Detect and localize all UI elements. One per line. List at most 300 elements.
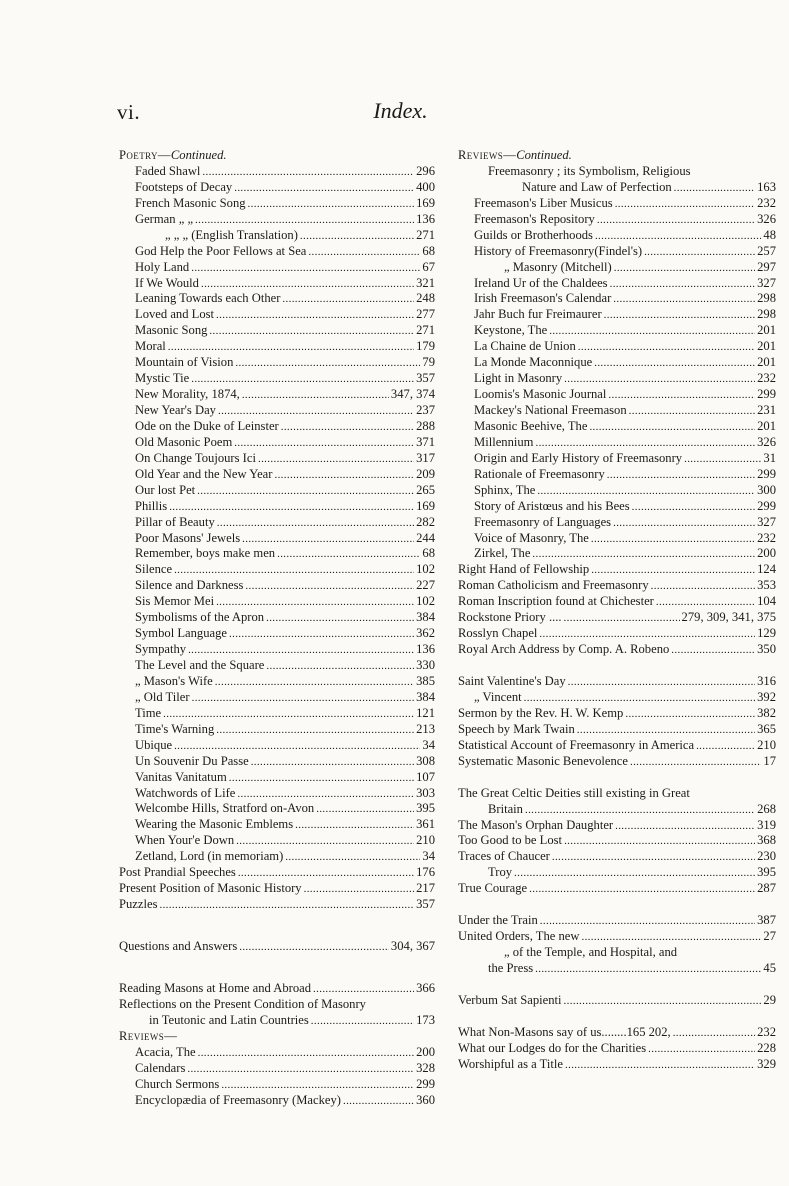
entry-page-number: 179 [416,339,435,354]
dot-leader [242,387,389,403]
entry-page-number: 121 [416,705,435,720]
entry-label: Systematic Masonic Benevolence [458,753,628,768]
dot-leader [632,499,755,515]
entry-label: Ode on the Duke of Leinster [135,418,279,433]
index-entry [458,483,776,499]
index-entry [119,499,435,515]
entry-label: Story of Aristœus and his Bees [474,498,630,513]
index-entry [458,387,776,403]
entry-page-number: 34 [422,737,435,752]
entry-label: Footsteps of Decay [135,179,233,194]
index-entry [119,770,435,786]
dot-leader [285,849,420,865]
entry-page-number: 303 [416,785,435,800]
index-column-left [119,148,435,1108]
entry-label: Wearing the Masonic Emblems [135,817,294,832]
index-entry [119,690,435,706]
index-entry [119,515,435,531]
index-entry [119,196,435,212]
entry-label: Masonic Song [135,323,208,338]
entry-page-number: 34 [422,849,435,864]
entry-page-number: 298 [757,307,776,322]
index-entry [458,515,776,531]
index-entry [119,754,435,770]
entry-label: Royal Arch Address by Comp. A. Robeno [458,642,670,657]
entry-page-number: 231 [757,403,776,417]
entry-page-number: 365 [757,721,776,736]
entry-label: Church Sermons [135,1076,220,1091]
dot-leader [568,674,755,690]
index-entry [458,260,776,276]
entry-label: Un Souvenir Du Passe [135,753,249,768]
entry-label: Too Good to be Lost [458,833,563,848]
dot-leader [248,196,415,212]
section-heading-reviews: Reviews— [119,1028,178,1043]
index-entry [458,881,776,897]
index-entry [119,276,435,292]
index-entry [458,690,776,706]
index-entry: United Orders, The new . . . 27 [458,929,776,945]
index-entry: in Teutonic and Latin Countries . . . 173 [119,1013,435,1029]
entry-label: Watchwords of Life [135,785,236,800]
dot-leader [614,260,755,276]
dot-leader [591,562,755,578]
dot-leader [266,610,414,626]
entry-page-number: 279, 309, 341, 375 [681,610,776,625]
entry-page-number: 68 [422,243,435,258]
index-entry [119,578,435,594]
entry-page-number: 102 [416,562,435,577]
index-entry [458,706,776,722]
index-entry-line: Reflections on the Present Condition of Masonry [119,996,366,1011]
dot-leader [191,371,414,387]
entry-page-number: 382 [757,705,776,720]
index-entry [458,403,776,419]
dot-leader [597,212,755,228]
index-entry [458,849,776,865]
entry-label: Speech by Mark Twain [458,721,575,736]
index-entry [119,610,435,626]
dot-leader [564,371,755,387]
dot-leader [589,419,755,435]
index-entry [119,339,435,355]
dot-leader [215,674,414,690]
dot-leader [169,499,414,515]
entry-page-number: 298 [757,291,776,306]
entry-label: Vanitas Vanitatum [135,769,227,784]
entry-label: Statistical Account of Freemasonry in America [458,737,695,752]
entry-page-number: 395 [416,801,435,816]
dot-leader [258,451,414,467]
index-entry [458,355,776,371]
dot-leader [595,228,761,244]
r-entries [458,562,776,658]
dot-leader [577,722,755,738]
index-entry [458,244,776,260]
entry-label: Sermon by the Rev. H. W. Kemp [458,705,624,720]
dot-leader [201,276,414,292]
dot-leader [564,610,680,626]
index-entry [458,307,776,323]
index-entry [119,658,435,674]
dot-leader [229,770,414,786]
entry-label: Roman Inscription found at Chichester [458,594,654,609]
entry-page-number: 169 [416,498,435,513]
index-entry [119,371,435,387]
entry-page-number: 384 [416,689,435,704]
entry-label: Troy [488,865,513,880]
entry-page-number: 210 [757,737,776,752]
entry-page-number: 271 [416,323,435,338]
index-entry [119,180,435,196]
entry-page-number: 136 [416,642,435,657]
entry-label: Voice of Masonry, The [474,530,589,545]
dot-leader [235,355,420,371]
entry-page-number: 326 [757,434,776,449]
entry-label: Rosslyn Chapel [458,626,538,641]
entry-label: True Courage [458,881,528,896]
dot-leader [343,1093,414,1109]
index-entry [119,467,435,483]
entry-page-number: 350 [757,642,776,657]
index-entry [119,435,435,451]
index-entry [119,531,435,547]
entry-label: Our lost Pet [135,482,196,497]
entry-page-number: 362 [416,626,435,641]
dot-leader [535,435,755,451]
entry-page-number: 200 [416,1044,435,1059]
dot-leader [234,435,414,451]
entry-label: Freemasonry of Languages [474,514,612,529]
index-entry [458,1025,776,1041]
index-entry: Puzzles . . . 357 [119,897,435,913]
dot-leader [282,291,414,307]
entry-page-number: 67 [422,259,435,274]
entry-page-number: 228 [757,1040,776,1055]
dot-leader [216,594,414,610]
entry-label: Pillar of Beauty [135,514,215,529]
index-entry [458,467,776,483]
entry-label: New Morality, 1874, [135,387,240,402]
entry-page-number: 360 [416,1092,435,1107]
dot-leader [188,642,414,658]
dot-leader [237,786,414,802]
dot-leader [549,323,755,339]
reviews-entries [119,1045,435,1109]
dot-leader [656,594,755,610]
dot-leader [236,833,414,849]
entry-label: „ „ „ (English Translation) [165,227,298,242]
index-entry [119,642,435,658]
dot-leader [684,451,761,467]
entry-label: „ Mason's Wife [135,673,213,688]
entry-page-number: 265 [416,482,435,497]
dot-leader [673,1025,755,1041]
dot-leader [615,818,755,834]
entry-page-number: 282 [416,514,435,529]
dot-leader [191,260,420,276]
entry-label: Light in Masonry [474,371,563,386]
index-entry [458,339,776,355]
entry-page-number: 200 [757,546,776,561]
entry-label: Zirkel, The [474,546,531,561]
index-entry [458,531,776,547]
reviews-entries [458,196,776,563]
entry-page-number: 209 [416,466,435,481]
dot-leader [187,1061,414,1077]
index-entry [458,833,776,849]
index-entry [458,451,776,467]
index-entry [458,276,776,292]
dot-leader [216,722,414,738]
entry-label: Freemason's Liber Musicus [474,195,613,210]
index-entry [458,722,776,738]
entry-label: Millennium [474,434,534,449]
page-number: vi. [117,100,141,124]
index-entry [119,738,435,754]
index-entry [458,594,776,610]
entry-page-number: 327 [757,275,776,290]
index-entry [119,801,435,817]
entry-label: La Monde Maconnique [474,355,593,370]
index-entry [119,817,435,833]
entry-label: Poor Masons' Jewels [135,530,241,545]
dot-leader [192,690,415,706]
dot-leader [245,578,414,594]
index-entry [458,228,776,244]
index-entry [119,546,435,562]
dot-leader [266,658,414,674]
dot-leader [613,515,755,531]
entry-label: La Chaine de Union [474,339,576,354]
entry-page-number: 201 [757,418,776,433]
entry-page-number: 201 [757,339,776,354]
dot-leader [625,706,755,722]
index-entry [119,1045,435,1061]
entry-page-number: 232 [757,1024,776,1039]
entry-label: Origin and Early History of Freemasonry [474,450,683,465]
entry-page-number: 319 [757,817,776,832]
dot-leader [529,881,755,897]
index-entry [458,818,776,834]
entry-page-number: 227 [416,578,435,593]
index-entry: Post Prandial Speeches . . . 176 [119,865,435,881]
entry-label: Mystic Tie [135,371,190,386]
index-entry [458,578,776,594]
index-entry [119,212,435,228]
entry-page-number: 300 [757,482,776,497]
dot-leader [202,164,414,180]
index-entry [458,865,776,881]
dot-leader [295,817,414,833]
entry-label: Old Masonic Poem [135,434,233,449]
entry-page-number: 244 [416,530,435,545]
entry-page-number: 201 [757,355,776,370]
index-entry [458,1041,776,1057]
index-entry [119,387,435,403]
index-entry [119,228,435,244]
entry-page-number: 361 [416,817,435,832]
entry-label: Time's Warning [135,721,215,736]
index-entry [119,291,435,307]
index-entry [119,594,435,610]
section-heading-poetry: Poetry—Continued. [119,148,227,162]
entry-label: Worshipful as a Title [458,1056,563,1071]
dot-leader [696,738,755,754]
entry-label: Time [135,705,162,720]
entry-page-number: 317 [416,450,435,465]
entry-page-number: 102 [416,594,435,609]
entry-page-number: 328 [416,1060,435,1075]
entry-page-number: 353 [757,578,776,593]
dot-leader [229,626,414,642]
dot-leader [274,467,414,483]
entry-page-number: 287 [757,881,776,896]
entry-page-number: 232 [757,530,776,545]
index-entry [119,674,435,690]
entry-page-number: 210 [416,833,435,848]
entry-page-number: 326 [757,211,776,226]
dot-leader [591,531,755,547]
index-entry: Reading Masons at Home and Abroad . . . 366 [119,981,435,997]
dot-leader [565,1057,755,1073]
entry-label: Saint Valentine's Day [458,674,566,688]
entry-label: „ Old Tiler [135,689,190,704]
index-entry [119,1093,435,1109]
dot-leader [300,228,414,244]
entry-label: Acacia, The [135,1044,196,1059]
entry-label: Silence [135,562,173,577]
entry-page-number: 385 [416,673,435,688]
entry-label: Freemason's Repository [474,211,595,226]
entry-label: Leaning Towards each Other [135,291,281,306]
entry-label: Moral [135,339,166,354]
index-entry [119,626,435,642]
dot-leader [217,515,414,531]
dot-leader [168,339,414,355]
entry-page-number: 395 [757,865,776,880]
index-entry: the Press . . . 45 [458,961,776,977]
entry-label: Sympathy [135,642,187,657]
index-entry [458,212,776,228]
index-entry [119,833,435,849]
entry-page-number: 169 [416,195,435,210]
index-entry: Nature and Law of Perfection . . . 163 [458,180,776,196]
index-entry [458,738,776,754]
entry-label: Symbolisms of the Apron [135,610,265,625]
entry-label: Ubique [135,737,173,752]
entry-page-number: 299 [757,466,776,481]
entry-label: If We Would [135,275,199,290]
entry-label: Sphinx, The [474,482,536,497]
entry-page-number: 330 [416,658,435,672]
index-entry [119,849,435,865]
entry-label: Phillis [135,498,168,513]
dot-leader [608,387,755,403]
dot-leader [234,180,414,196]
page-title: Index. [373,98,428,123]
dot-leader [539,626,755,642]
index-entry [458,754,776,770]
index-entry-line: „ of the Temple, and Hospital, and [504,945,678,960]
entry-page-number: 201 [757,323,776,338]
entry-label: Holy Land [135,259,190,274]
index-entry [458,435,776,451]
entry-page-number: 329 [757,1056,776,1071]
entry-label: Silence and Darkness [135,578,244,593]
entry-label: French Masonic Song [135,195,246,210]
index-entry: Britain . . . 268 [458,802,776,818]
dot-leader [629,403,755,419]
entry-label: Rockstone Priory .... [458,610,562,625]
dot-leader [644,244,755,260]
index-entry: Present Position of Masonic History . . . 217 [119,881,435,897]
entry-label: Irish Freemason's Calendar [474,291,612,306]
entry-label: German „ „ [135,211,194,226]
entry-page-number: 136 [416,211,435,226]
entry-page-number: 299 [416,1076,435,1091]
index-entry-line: The Great Celtic Deities still existing in Great [458,785,690,800]
dot-leader [218,403,414,419]
index-entry [458,323,776,339]
index-entry [119,244,435,260]
index-entry: Verbum Sat Sapienti . . . 29 [458,993,776,1009]
entry-label: Right Hand of Fellowship [458,562,590,577]
index-entry [119,403,435,419]
entry-label: Symbol Language [135,626,227,641]
entry-label: The Level and the Square [135,658,265,672]
index-entry [119,722,435,738]
entry-page-number: 277 [416,307,435,322]
index-entry [458,546,776,562]
entry-label: Zetland, Lord (in memoriam) [135,849,284,864]
index-entry [119,419,435,435]
dot-leader [607,467,755,483]
entry-page-number: 271 [416,227,435,242]
dot-leader [524,690,755,706]
dot-leader [174,738,420,754]
index-entry [119,307,435,323]
index-entry [458,674,776,690]
entry-label: What Non-Masons say of us........165 202, [458,1024,671,1039]
entry-page-number: 237 [416,403,435,417]
entry-label: Guilds or Brotherhoods [474,227,593,242]
entry-label: Loomis's Masonic Journal [474,387,607,402]
dot-leader [671,642,755,658]
entry-label: What our Lodges do for the Charities [458,1040,647,1055]
dot-leader [537,483,755,499]
index-entry [458,626,776,642]
entry-page-number: 104 [757,594,776,609]
dot-leader [630,754,761,770]
entry-label: Traces of Chaucer [458,849,550,864]
entry-page-number: 230 [757,849,776,864]
entry-page-number: 107 [416,769,435,784]
entry-label: History of Freemasonry(Findel's) [474,243,643,258]
dot-leader [651,578,755,594]
dot-leader [308,244,420,260]
entry-label: Sis Memor Mei [135,594,215,609]
dot-leader [594,355,755,371]
entry-label: „ Masonry (Mitchell) [504,259,612,274]
entry-page-number: 288 [416,418,435,433]
entry-label: „ Vincent [474,689,522,704]
entry-page-number: 257 [757,243,776,258]
entry-label: Mackey's National Freemason [474,403,627,417]
index-entry [458,419,776,435]
index-entry [119,355,435,371]
s-entries [458,674,776,770]
